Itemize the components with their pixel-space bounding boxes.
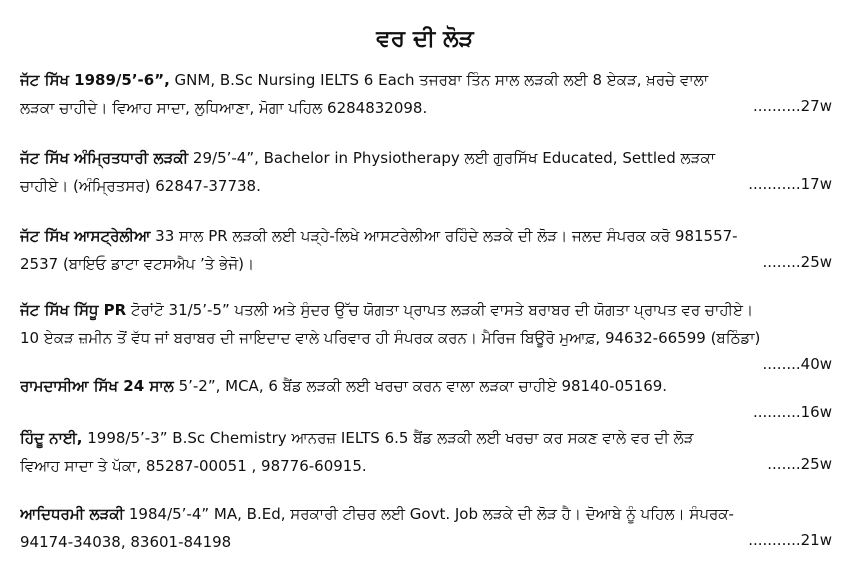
ad-3: [20, 222, 832, 274]
ad-line-1: [20, 144, 832, 172]
ad-7: [20, 500, 832, 552]
ad-heading: ਜੱਟ ਸਿੱਖ ਆਸਟ੍ਰੇਲੀਆ: [20, 227, 151, 245]
ad-line-2: ਲੜਕਾ ਚਾਹੀਦੇ। ਵਿਆਹ ਸਾਦਾ, ਲੁਧਿਆਣਾ, ਮੋਗਾ ਪਹਿਲ 6284832098.: [20, 99, 428, 117]
ad-line-1: [20, 424, 832, 452]
ad-line-1: [20, 500, 832, 528]
ad-code: ...........17w: [748, 175, 832, 193]
page-title: ਵਰ ਦੀ ਲੋੜ: [376, 26, 474, 52]
ad-heading: ਆਦਿਧਰਮੀ ਲੜਕੀ: [20, 505, 125, 523]
ad-5: [20, 372, 832, 424]
ad-line-2: 2537 (ਬਾਇਓ ਡਾਟਾ ਵਟਸਐਪ ’ਤੇ ਭੇਜੋ)।: [20, 255, 255, 273]
ad-code: ..........27w: [752, 97, 832, 115]
ad-line-1: [20, 222, 832, 250]
ad-text: 5’-2”, MCA, 6 ਬੈਂਡ ਲੜਕੀ ਲਈ ਖਰਚਾ ਕਰਨ ਵਾਲਾ ਲੜਕਾ ਚਾਹੀਏ 98140-05169.: [173, 377, 668, 395]
ad-4: [20, 296, 832, 376]
ad-1: [20, 66, 832, 118]
ad-text: 1998/5’-3” B.Sc Chemistry ਆਨਰਜ਼ IELTS 6.5 ਬੈਂਡ ਲੜਕੀ ਲਈ ਖਰਚਾ ਕਰ ਸਕਣ ਵਾਲੇ ਵਰ ਦੀ ਲੋੜ: [82, 429, 694, 447]
ad-code: ..........16w: [752, 403, 832, 421]
ad-text: GNM, B.Sc Nursing IELTS 6 Each ਤਜਰਬਾ ਤਿੰਨ ਸਾਲ ਲੜਕੀ ਲਈ 8 ਏਕੜ, ਖ਼ਰਚੇ ਵਾਲਾ: [169, 71, 709, 89]
ad-heading: ਜੱਟ ਸਿੱਖ ਸਿੱਧੂ PR: [20, 301, 127, 319]
ad-line-2: 10 ਏਕੜ ਜ਼ਮੀਨ ਤੋਂ ਵੱਧ ਜਾਂ ਬਰਾਬਰ ਦੀ ਜਾਇਦਾਦ ਵਾਲੇ ਪਰਿਵਾਰ ਹੀ ਸੰਪਰਕ ਕਰਨ। ਮੈਰਿਜ ਬਿਊਰੋ ਮੁਆਫ਼, 94632-66599 (ਬਠਿੰਡਾ): [20, 329, 761, 347]
ad-line-1: [20, 372, 832, 400]
ad-2: [20, 144, 832, 196]
ad-heading: ਜੱਟ ਸਿੱਖ ਅੰਮ੍ਰਿਤਧਾਰੀ ਲੜਕੀ: [20, 149, 189, 167]
ad-line-2: ਵਿਆਹ ਸਾਦਾ ਤੇ ਪੱਕਾ, 85287-00051 , 98776-60915.: [20, 457, 367, 475]
ad-text: 1984/5’-4” MA, B.Ed, ਸਰਕਾਰੀ ਟੀਚਰ ਲਈ Govt. Job ਲੜਕੇ ਦੀ ਲੋੜ ਹੈ। ਦੋਆਬੇ ਨੂੰ ਪਹਿਲ। ਸੰਪਰਕ-: [124, 505, 734, 523]
ad-line-1: [20, 296, 832, 324]
ad-code: ........40w: [762, 355, 832, 373]
ad-line-1: [20, 66, 832, 94]
ad-code: .......25w: [767, 455, 832, 473]
ad-code: ........25w: [762, 253, 832, 271]
ad-line-2: 94174-34038, 83601-84198: [20, 533, 232, 551]
ad-heading: ਹਿੰਦੂ ਨਾਈ,: [20, 429, 83, 447]
ad-text: ਟੋਰਾਂਟੋ 31/5’-5” ਪਤਲੀ ਅਤੇ ਸੁੰਦਰ ਉੱਚ ਯੋਗਤਾ ਪ੍ਰਾਪਤ ਲੜਕੀ ਵਾਸਤੇ ਬਰਾਬਰ ਦੀ ਯੋਗਤਾ ਪ੍ਰਾਪਤ ਵਰ ਚਾਹੀਏ।: [126, 301, 754, 319]
ad-heading: ਰਾਮਦਾਸੀਆ ਸਿੱਖ 24 ਸਾਲ: [20, 377, 174, 395]
ad-text: 29/5’-4”, Bachelor in Physiotherapy ਲਈ ਗੁਰਸਿੱਖ Educated, Settled ਲੜਕਾ: [188, 149, 715, 167]
ad-heading: ਜੱਟ ਸਿੱਖ 1989/5’-6”,: [20, 71, 170, 89]
ad-text: 33 ਸਾਲ PR ਲੜਕੀ ਲਈ ਪੜ੍ਹੇ-ਲਿਖੇ ਆਸਟਰੇਲੀਆ ਰਹਿੰਦੇ ਲੜਕੇ ਦੀ ਲੋੜ। ਜਲਦ ਸੰਪਰਕ ਕਰੋ 981557-: [150, 227, 738, 245]
ad-code: ...........21w: [748, 531, 832, 549]
ad-6: [20, 424, 832, 476]
ad-line-2: ਚਾਹੀਏ। (ਅੰਮ੍ਰਿਤਸਰ) 62847-37738.: [20, 177, 261, 195]
